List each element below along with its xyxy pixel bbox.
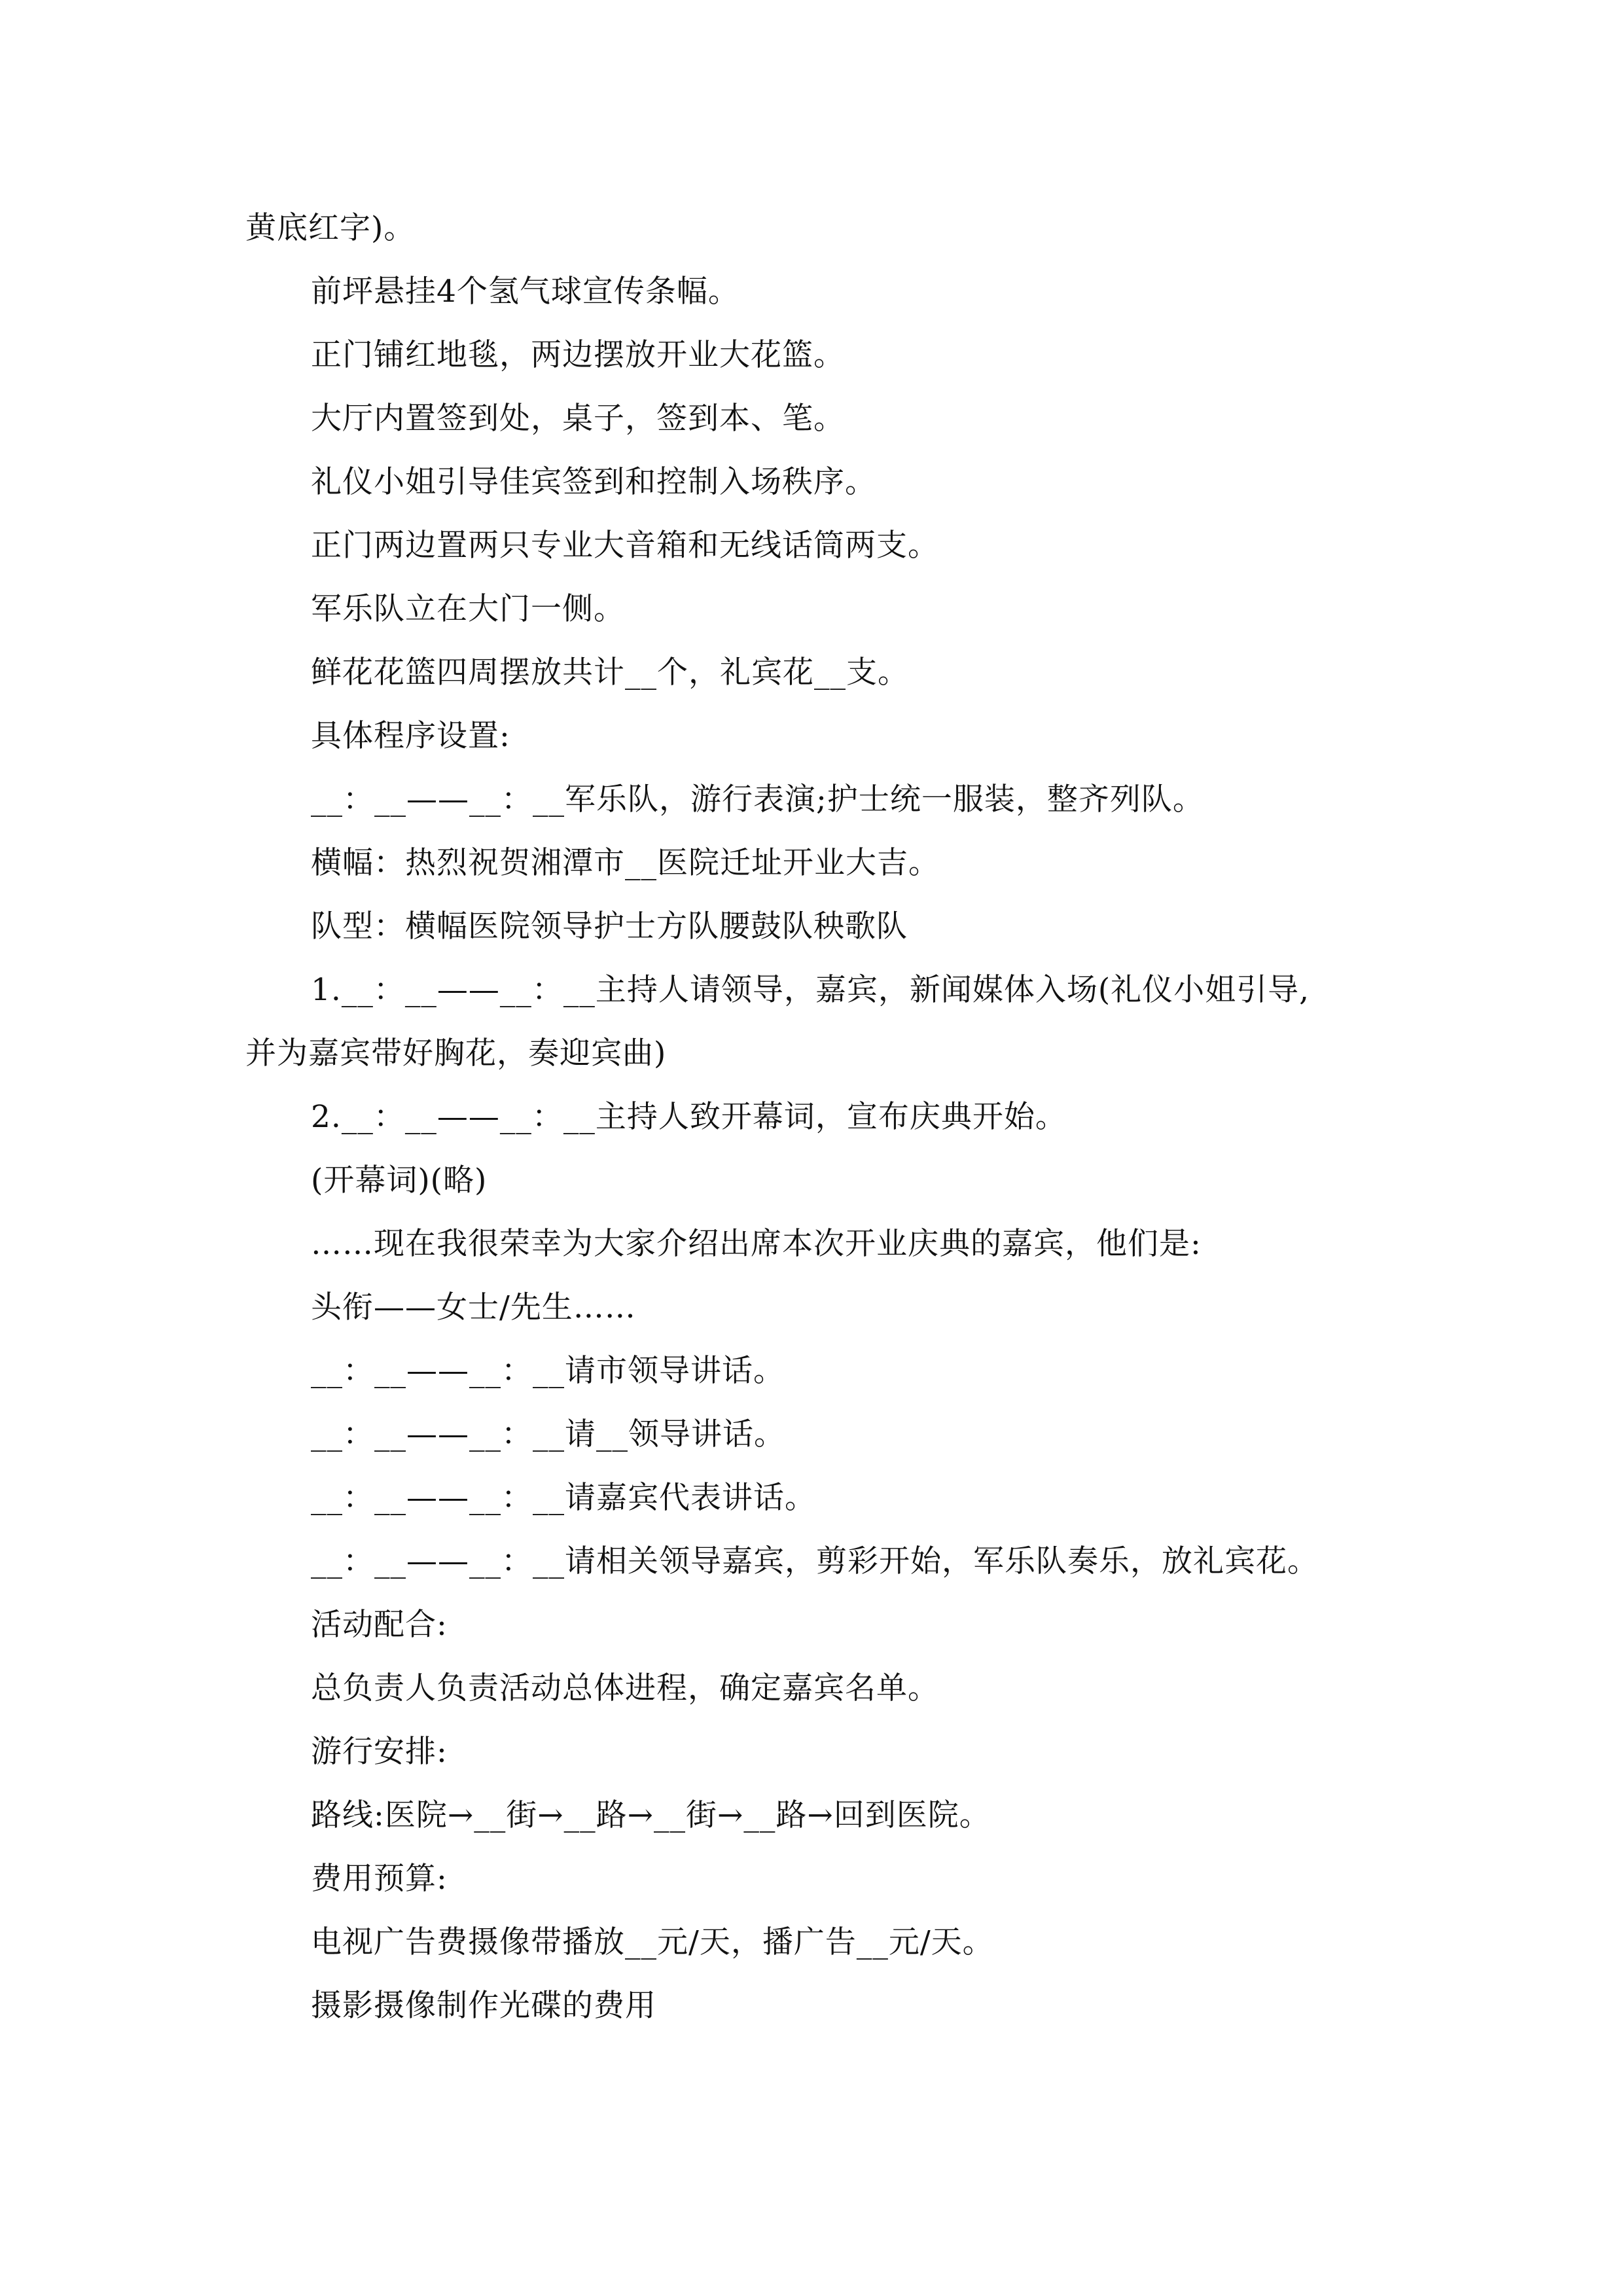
- text-line: 黄底红字)。: [245, 210, 416, 246]
- text-line: 横幅：热烈祝贺湘潭市__医院迁址开业大吉。: [311, 845, 940, 881]
- text-line: 正门两边置两只专业大音箱和无线话筒两支。: [311, 528, 939, 564]
- text-line: __：__——__：__军乐队，游行表演;护士统一服装，整齐列队。: [311, 781, 1204, 817]
- text-line: 2.__：__——__：__主持人致开幕词，宣布庆典开始。: [311, 1099, 1067, 1135]
- text-line: 前坪悬挂4个氢气球宣传条幅。: [311, 274, 740, 310]
- document-body: [245, 196, 1378, 2037]
- text-line: __：__——__：__请相关领导嘉宾，剪彩开始，军乐队奏乐，放礼宾花。: [311, 1543, 1319, 1579]
- text-line: 礼仪小姐引导佳宾签到和控制入场秩序。: [311, 464, 876, 500]
- text-line: 总负责人负责活动总体进程，确定嘉宾名单。: [311, 1670, 939, 1706]
- text-line: 头衔——女士/先生……: [311, 1289, 636, 1325]
- section-heading: 费用预算:: [311, 1861, 448, 1897]
- text-line: 队型：横幅医院领导护士方队腰鼓队秧歌队: [311, 908, 908, 944]
- text-line: 摄影摄像制作光碟的费用: [311, 1988, 656, 2024]
- text-line: 电视广告费摄像带播放__元/天，播广告__元/天。: [311, 1924, 994, 1960]
- text-line: __：__——__：__请__领导讲话。: [311, 1416, 785, 1452]
- text-line: __：__——__：__请市领导讲话。: [311, 1353, 785, 1389]
- text-line: 1.__：__——__：__主持人请领导，嘉宾，新闻媒体入场(礼仪小姐引导,: [311, 972, 1310, 1008]
- text-line: 鲜花花篮四周摆放共计__个，礼宾花__支。: [311, 655, 909, 691]
- text-line: __：__——__：__请嘉宾代表讲话。: [311, 1480, 816, 1516]
- text-line: 路线:医院→__街→__路→__街→__路→回到医院。: [311, 1797, 991, 1833]
- section-heading: 具体程序设置:: [311, 718, 510, 754]
- section-heading: 游行安排:: [311, 1734, 448, 1770]
- text-line-continuation: 并为嘉宾带好胸花，奏迎宾曲): [245, 1035, 667, 1071]
- text-line: 正门铺红地毯，两边摆放开业大花篮。: [311, 337, 845, 373]
- text-line: (开幕词)(略): [311, 1162, 488, 1198]
- section-heading: 活动配合:: [311, 1607, 448, 1643]
- text-line: 大厅内置签到处，桌子，签到本、笔。: [311, 401, 845, 437]
- text-line: ……现在我很荣幸为大家介绍出席本次开业庆典的嘉宾，他们是:: [311, 1226, 1202, 1262]
- text-line: 军乐队立在大门一侧。: [311, 591, 625, 627]
